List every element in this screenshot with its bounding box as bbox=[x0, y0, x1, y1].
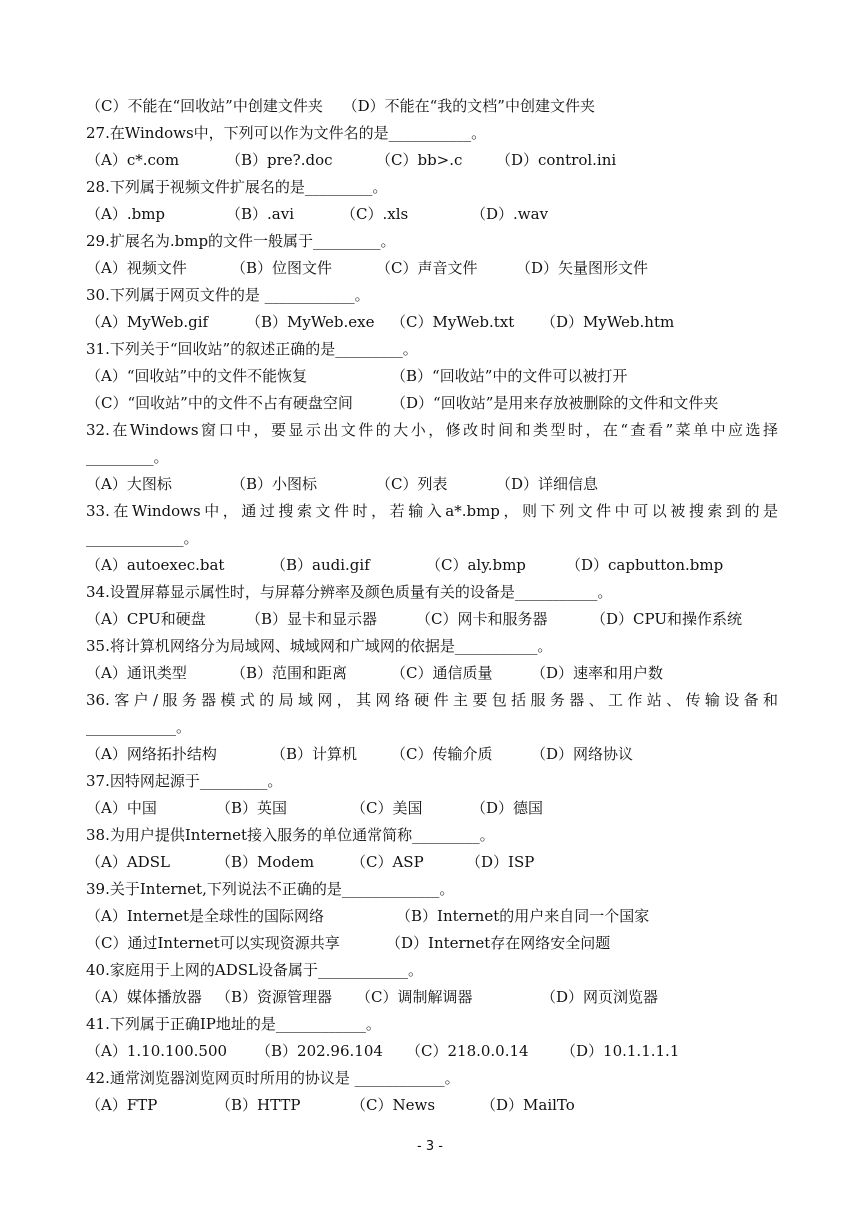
question-stem-33: 33.在Windows中，通过搜索文件时，若输入a*.bmp，则下列文件中可以被搜索到的是 bbox=[86, 502, 778, 520]
options-row-31-1 bbox=[86, 363, 778, 390]
options-row-30 bbox=[86, 309, 778, 336]
question-stem-35: 35.将计算机网络分为局域网、城域网和广域网的依据是___________。 bbox=[86, 637, 553, 655]
option-40-A: （A）媒体播放器 bbox=[86, 988, 202, 1006]
option-28-D: （D）.wav bbox=[471, 205, 549, 223]
option-33-C: （C）aly.bmp bbox=[426, 556, 526, 574]
option-30-B: （B）MyWeb.exe bbox=[246, 313, 375, 331]
question-stem-31: 31.下列关于“回收站”的叙述正确的是_________。 bbox=[86, 340, 418, 358]
option-41-B: （B）202.96.104 bbox=[256, 1042, 383, 1060]
option-37-B: （B）英国 bbox=[216, 799, 288, 817]
question-stem-37: 37.因特网起源于_________。 bbox=[86, 772, 283, 790]
options-row-39-1 bbox=[86, 903, 778, 930]
option-39-C: （C）通过Internet可以实现资源共享 bbox=[86, 934, 340, 952]
option-29-D: （D）矢量图形文件 bbox=[516, 259, 649, 277]
option-line-cd: （C）不能在“回收站”中创建文件夹 （D）不能在“我的文档”中创建文件夹 bbox=[86, 97, 595, 115]
option-41-C: （C）218.0.0.14 bbox=[406, 1042, 529, 1060]
option-36-A: （A）网络拓扑结构 bbox=[86, 745, 217, 763]
question-blank-33: _____________。 bbox=[86, 529, 199, 547]
question-stem-32: 32.在Windows窗口中，要显示出文件的大小，修改时间和类型时，在“查看”菜单中应选择 bbox=[86, 421, 778, 439]
question-stem-38: 38.为用户提供Internet接入服务的单位通常简称_________。 bbox=[86, 826, 495, 844]
option-32-A: （A）大图标 bbox=[86, 475, 172, 493]
question-blank-32: _________。 bbox=[86, 448, 169, 466]
option-32-D: （D）详细信息 bbox=[496, 475, 599, 493]
option-33-D: （D）capbutton.bmp bbox=[566, 556, 724, 574]
option-42-A: （A）FTP bbox=[86, 1096, 158, 1114]
option-34-B: （B）显卡和显示器 bbox=[246, 610, 378, 628]
question-list bbox=[86, 93, 778, 1119]
option-37-C: （C）美国 bbox=[351, 799, 423, 817]
option-42-B: （B）HTTP bbox=[216, 1096, 301, 1114]
options-row-29 bbox=[86, 255, 778, 282]
options-row-32 bbox=[86, 471, 778, 498]
question-blank-36: ____________。 bbox=[86, 718, 192, 736]
options-row-33 bbox=[86, 552, 778, 579]
option-38-D: （D）ISP bbox=[466, 853, 535, 871]
option-28-B: （B）.avi bbox=[226, 205, 295, 223]
option-29-A: （A）视频文件 bbox=[86, 259, 187, 277]
question-stem-42: 42.通常浏览器浏览网页时所用的协议是 ____________。 bbox=[86, 1069, 460, 1087]
question-stem-34: 34.设置屏幕显示属性时，与屏幕分辨率及颜色质量有关的设备是___________。 bbox=[86, 583, 613, 601]
option-30-A: （A）MyWeb.gif bbox=[86, 313, 209, 331]
option-30-C: （C）MyWeb.txt bbox=[391, 313, 515, 331]
options-row-35 bbox=[86, 660, 778, 687]
options-row-39-2 bbox=[86, 930, 778, 957]
question-stem-29: 29.扩展名为.bmp的文件一般属于_________。 bbox=[86, 232, 396, 250]
option-28-A: （A）.bmp bbox=[86, 205, 166, 223]
option-37-A: （A）中国 bbox=[86, 799, 157, 817]
option-34-C: （C）网卡和服务器 bbox=[416, 610, 548, 628]
option-31-C: （C）“回收站”中的文件不占有硬盘空间 bbox=[86, 394, 353, 412]
option-38-C: （C）ASP bbox=[351, 853, 424, 871]
option-27-D: （D）control.ini bbox=[496, 151, 617, 169]
option-34-A: （A）CPU和硬盘 bbox=[86, 610, 206, 628]
option-29-C: （C）声音文件 bbox=[376, 259, 478, 277]
option-27-C: （C）bb>.c bbox=[376, 151, 463, 169]
option-35-A: （A）通讯类型 bbox=[86, 664, 187, 682]
options-row-27 bbox=[86, 147, 778, 174]
option-40-B: （B）资源管理器 bbox=[216, 988, 333, 1006]
options-row-31-2 bbox=[86, 390, 778, 417]
option-38-A: （A）ADSL bbox=[86, 853, 170, 871]
option-38-B: （B）Modem bbox=[216, 853, 315, 871]
option-42-D: （D）MailTo bbox=[481, 1096, 575, 1114]
option-36-D: （D）网络协议 bbox=[531, 745, 634, 763]
option-41-D: （D）10.1.1.1.1 bbox=[561, 1042, 680, 1060]
page-number: - 3 - bbox=[417, 1139, 443, 1154]
options-row-37 bbox=[86, 795, 778, 822]
option-31-D: （D）“回收站”是用来存放被删除的文件和文件夹 bbox=[391, 394, 719, 412]
option-40-C: （C）调制解调器 bbox=[356, 988, 473, 1006]
option-42-C: （C）News bbox=[351, 1096, 436, 1114]
question-stem-27: 27.在Windows中，下列可以作为文件名的是___________。 bbox=[86, 124, 487, 142]
option-32-B: （B）小图标 bbox=[231, 475, 318, 493]
options-row-38 bbox=[86, 849, 778, 876]
option-27-A: （A）c*.com bbox=[86, 151, 180, 169]
question-stem-41: 41.下列属于正确IP地址的是____________。 bbox=[86, 1015, 381, 1033]
options-row-40 bbox=[86, 984, 778, 1011]
option-39-D: （D）Internet存在网络安全问题 bbox=[386, 934, 611, 952]
option-35-C: （C）通信质量 bbox=[391, 664, 493, 682]
option-32-C: （C）列表 bbox=[376, 475, 448, 493]
options-row-34 bbox=[86, 606, 778, 633]
question-stem-36: 36.客户/服务器模式的局域网，其网络硬件主要包括服务器、工作站、传输设备和 bbox=[86, 691, 778, 709]
option-27-B: （B）pre?.doc bbox=[226, 151, 333, 169]
option-36-C: （C）传输介质 bbox=[391, 745, 493, 763]
option-35-B: （B）范围和距离 bbox=[231, 664, 348, 682]
option-29-B: （B）位图文件 bbox=[231, 259, 333, 277]
question-stem-39: 39.关于Internet,下列说法不正确的是_____________。 bbox=[86, 880, 455, 898]
option-39-A: （A）Internet是全球性的国际网络 bbox=[86, 907, 325, 925]
options-row-42 bbox=[86, 1092, 778, 1119]
question-stem-28: 28.下列属于视频文件扩展名的是_________。 bbox=[86, 178, 388, 196]
option-30-D: （D）MyWeb.htm bbox=[541, 313, 675, 331]
option-36-B: （B）计算机 bbox=[271, 745, 358, 763]
option-31-A: （A）“回收站”中的文件不能恢复 bbox=[86, 367, 308, 385]
option-35-D: （D）速率和用户数 bbox=[531, 664, 664, 682]
option-33-A: （A）autoexec.bat bbox=[86, 556, 225, 574]
options-row-28 bbox=[86, 201, 778, 228]
option-40-D: （D）网页浏览器 bbox=[541, 988, 659, 1006]
option-41-A: （A）1.10.100.500 bbox=[86, 1042, 228, 1060]
question-stem-40: 40.家庭用于上网的ADSL设备属于____________。 bbox=[86, 961, 423, 979]
option-34-D: （D）CPU和操作系统 bbox=[591, 610, 742, 628]
options-row-41 bbox=[86, 1038, 778, 1065]
options-row-36 bbox=[86, 741, 778, 768]
option-39-B: （B）Internet的用户来自同一个国家 bbox=[396, 907, 650, 925]
question-stem-30: 30.下列属于网页文件的是 ____________。 bbox=[86, 286, 370, 304]
option-28-C: （C）.xls bbox=[341, 205, 409, 223]
option-31-B: （B）“回收站”中的文件可以被打开 bbox=[391, 367, 628, 385]
option-37-D: （D）德国 bbox=[471, 799, 544, 817]
option-33-B: （B）audi.gif bbox=[271, 556, 370, 574]
